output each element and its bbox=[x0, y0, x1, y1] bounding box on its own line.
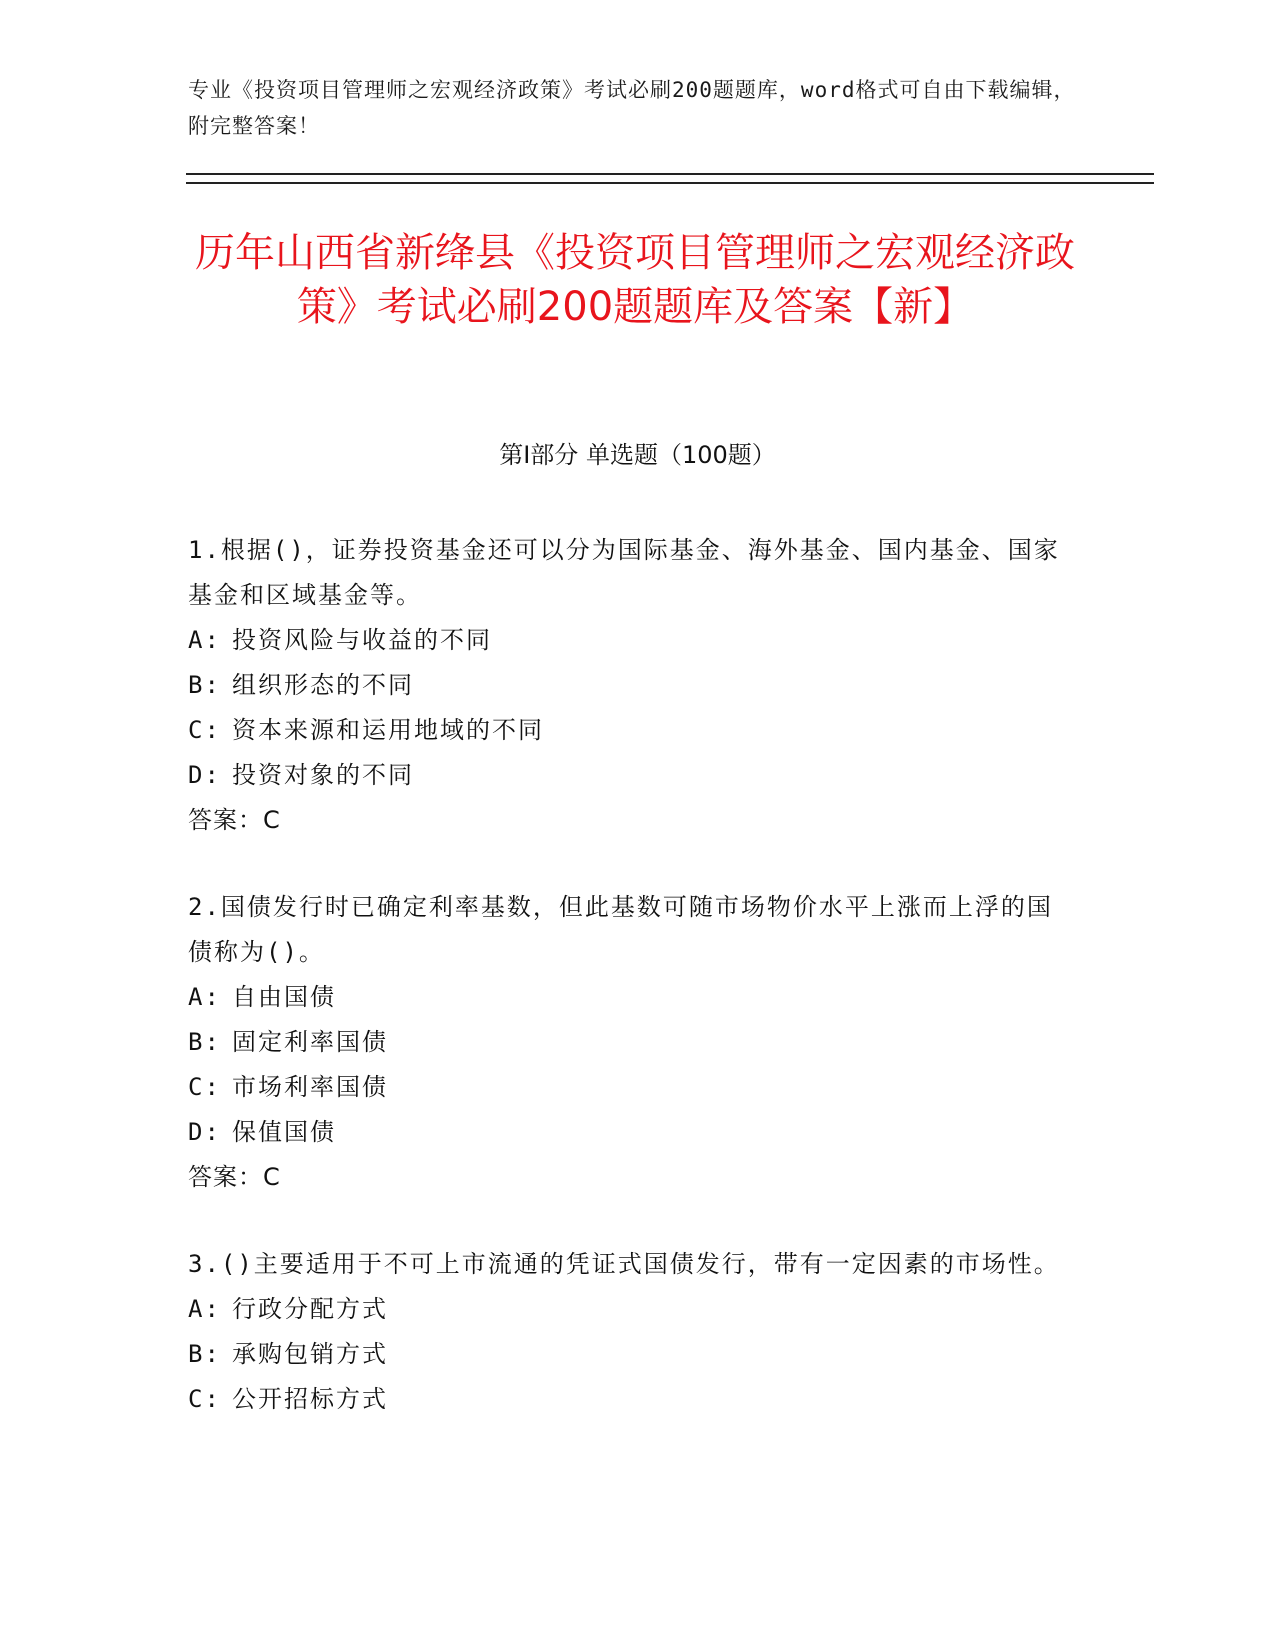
option-b bbox=[188, 1332, 1068, 1377]
option-letter: B: bbox=[188, 1028, 221, 1056]
option-letter: C: bbox=[188, 1073, 221, 1101]
option-letter: B: bbox=[188, 1340, 221, 1368]
option-b bbox=[188, 1020, 1068, 1065]
option-text: 组织形态的不同 bbox=[232, 671, 414, 699]
option-text: 承购包销方式 bbox=[232, 1340, 388, 1368]
option-text: 固定利率国债 bbox=[232, 1028, 388, 1056]
option-text: 投资对象的不同 bbox=[232, 761, 414, 789]
option-a bbox=[188, 975, 1068, 1020]
option-a bbox=[188, 1287, 1068, 1332]
header-divider-bottom bbox=[186, 182, 1154, 184]
option-text: 公开招标方式 bbox=[232, 1385, 388, 1413]
option-letter: C: bbox=[188, 1385, 221, 1413]
option-text: 投资风险与收益的不同 bbox=[232, 626, 492, 654]
option-d bbox=[188, 753, 1068, 798]
question-stem: 2.国债发行时已确定利率基数，但此基数可随市场物价水平上涨而上浮的国债称为()。 bbox=[188, 893, 1053, 966]
option-letter: B: bbox=[188, 671, 221, 699]
option-letter: D: bbox=[188, 761, 221, 789]
option-a bbox=[188, 618, 1068, 663]
question-2 bbox=[188, 885, 1068, 1200]
option-letter: C: bbox=[188, 716, 221, 744]
answer-line: 答案：C bbox=[188, 1163, 281, 1191]
option-text: 资本来源和运用地域的不同 bbox=[232, 716, 544, 744]
section-heading: 第I部分 单选题（100题） bbox=[499, 441, 776, 469]
option-d bbox=[188, 1110, 1068, 1155]
option-text: 自由国债 bbox=[232, 983, 336, 1011]
option-letter: A: bbox=[188, 983, 221, 1011]
option-b bbox=[188, 663, 1068, 708]
question-1 bbox=[188, 528, 1068, 843]
option-c bbox=[188, 1065, 1068, 1110]
option-letter: A: bbox=[188, 1295, 221, 1323]
answer-line: 答案：C bbox=[188, 806, 281, 834]
option-text: 市场利率国债 bbox=[232, 1073, 388, 1101]
option-letter: A: bbox=[188, 626, 221, 654]
document-title: 历年山西省新绛县《投资项目管理师之宏观经济政策》考试必刷200题题库及答案【新】 bbox=[195, 230, 1075, 330]
question-list bbox=[188, 528, 1068, 1464]
question-3 bbox=[188, 1242, 1068, 1422]
question-stem: 1.根据()，证券投资基金还可以分为国际基金、海外基金、国内基金、国家基金和区域基金等。 bbox=[188, 536, 1060, 609]
header-divider-top bbox=[186, 173, 1154, 175]
option-text: 保值国债 bbox=[232, 1118, 336, 1146]
header-note: 专业《投资项目管理师之宏观经济政策》考试必刷200题题库，word格式可自由下载编辑，附完整答案！ bbox=[188, 78, 1076, 138]
option-c bbox=[188, 1377, 1068, 1422]
option-letter: D: bbox=[188, 1118, 221, 1146]
question-stem: 3.()主要适用于不可上市流通的凭证式国债发行，带有一定因素的市场性。 bbox=[188, 1250, 1060, 1278]
option-c bbox=[188, 708, 1068, 753]
option-text: 行政分配方式 bbox=[232, 1295, 388, 1323]
